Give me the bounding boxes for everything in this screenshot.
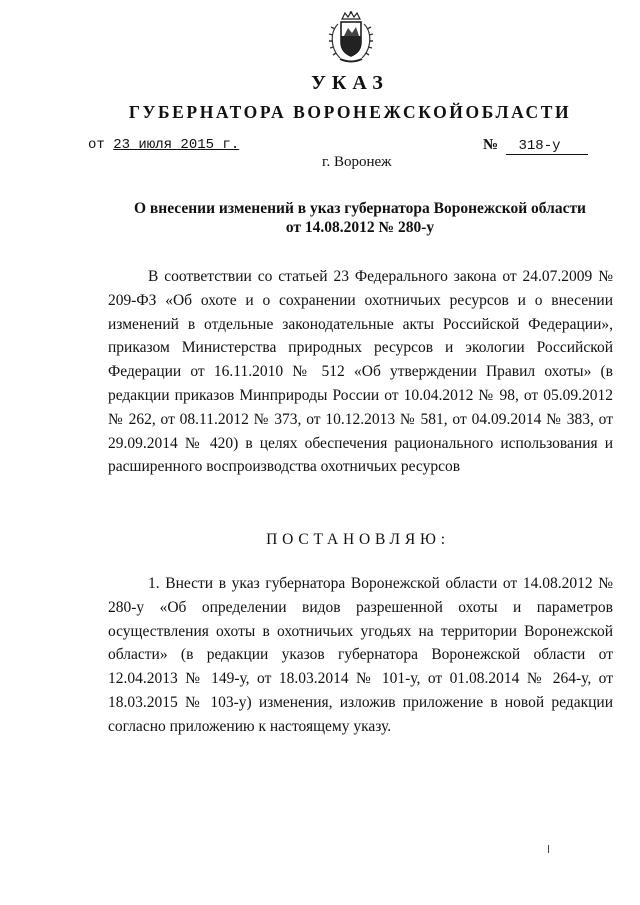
date-value: 23 июля 2015 г.	[113, 137, 240, 153]
subject-line-1: О внесении изменений в указ губернатора Воронежской области	[133, 200, 586, 217]
document-title: УКАЗ	[311, 72, 389, 94]
number-label: №	[483, 137, 499, 153]
item-1-paragraph: 1. Внести в указ губернатора Воронежской области от 14.08.2012 № 280-у «Об определении видов разрешенной охоты и параметров осуществления охоты в охотничьих угодьях на территории Воронежской области» (в редакции указов губернатора Воронежской области от 12.04.2013 № 149-у, от 18.03.2014 № 101-у, от 01.08.2014 № 264-у, от 18.03.2015 № 103-у) изменения, изложив приложение в новой редакции согласно приложению к настоящему указу.	[108, 575, 613, 735]
city: г. Воронеж	[322, 154, 392, 170]
preamble-paragraph: В соответствии со статьей 23 Федерального закона от 24.07.2009 № 209-ФЗ «Об охоте и о сохранении охотничьих ресурсов и о внесении изменений в отдельные законодательные акты Российской Федерации», приказом Министерства природных ресурсов и экологии Российской Федерации от 16.11.2010 № 512 «Об утверждении Правил охоты» (в редакции приказов Минприроды России от 10.04.2012 № 98, от 05.09.2012 № 262, от 08.11.2012 № 373, от 10.12.2013 № 581, от 04.09.2014 № 383, от 29.09.2014 № 420) в целях обеспечения рационального использования и расширенного воспроизводства охотничьих ресурсов	[108, 268, 613, 476]
scan-mark	[548, 845, 549, 853]
document-subtitle: ГУБЕРНАТОРА ВОРОНЕЖСКОЙОБЛАСТИ	[128, 102, 572, 122]
decree-word: ПОСТАНОВЛЯЮ:	[266, 531, 450, 548]
document-subject	[100, 199, 620, 237]
number-line	[483, 137, 588, 155]
coat-of-arms-icon	[326, 10, 376, 66]
date-line	[88, 137, 239, 153]
date-prefix: от	[88, 137, 105, 153]
subject-line-2: от 14.08.2012 № 280-у	[285, 219, 435, 236]
number-value: 318-у	[506, 138, 588, 155]
